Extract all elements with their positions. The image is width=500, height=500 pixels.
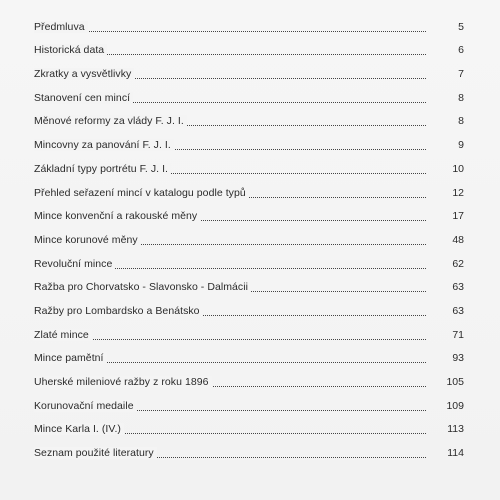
dot-leader	[34, 31, 426, 32]
toc-entry	[34, 298, 464, 322]
toc-entry	[34, 38, 464, 62]
toc-entry	[34, 369, 464, 393]
toc-entry-title: Revoluční mince	[34, 258, 115, 270]
toc-entry-page: 63	[452, 304, 464, 317]
toc-entry-page: 5	[458, 20, 464, 33]
toc-entry	[34, 132, 464, 156]
toc-entry-title: Ražby pro Lombardsko a Benátsko	[34, 305, 203, 317]
toc-entry-page: 6	[458, 44, 464, 57]
toc-entry	[34, 346, 464, 370]
toc-entry-page: 8	[458, 115, 464, 128]
toc-entry-page: 7	[458, 68, 464, 81]
toc-entry	[34, 204, 464, 228]
toc-entry-page: 93	[452, 352, 464, 365]
toc-entry-page: 63	[452, 281, 464, 294]
toc-entry-title: Mince konvenční a rakouské měny	[34, 210, 200, 222]
toc-entry	[34, 251, 464, 275]
toc-entry	[34, 227, 464, 251]
toc-entry-title: Ražba pro Chorvatsko - Slavonsko - Dalmácii	[34, 281, 251, 293]
toc-entry-page: 114	[447, 447, 464, 460]
table-of-contents	[34, 14, 464, 464]
toc-entry	[34, 85, 464, 109]
toc-entry	[34, 14, 464, 38]
toc-entry-page: 8	[458, 91, 464, 104]
toc-entry-page: 113	[447, 423, 464, 436]
toc-entry	[34, 393, 464, 417]
toc-entry-page: 71	[452, 328, 464, 341]
toc-entry	[34, 322, 464, 346]
toc-entry-title: Mince korunové měny	[34, 234, 141, 246]
toc-entry-title: Měnové reformy za vlády F. J. I.	[34, 115, 187, 127]
toc-entry-page: 62	[452, 257, 464, 270]
toc-entry	[34, 61, 464, 85]
toc-entry	[34, 417, 464, 441]
toc-entry-title: Mince pamětní	[34, 352, 107, 364]
toc-entry-title: Mince Karla I. (IV.)	[34, 423, 124, 435]
toc-entry	[34, 275, 464, 299]
toc-entry-title: Mincovny za panování F. J. I.	[34, 139, 174, 151]
dot-leader	[34, 339, 426, 340]
toc-entry	[34, 180, 464, 204]
toc-entry	[34, 440, 464, 464]
toc-entry-title: Zkratky a vysvětlivky	[34, 68, 134, 80]
toc-entry-page: 17	[452, 210, 464, 223]
toc-entry-title: Zlaté mince	[34, 329, 92, 341]
toc-entry-title: Seznam použité literatury	[34, 447, 157, 459]
toc-entry-title: Korunovační medaile	[34, 400, 137, 412]
toc-entry-title: Uherské mileniové ražby z roku 1896	[34, 376, 212, 388]
toc-entry-page: 105	[446, 376, 464, 388]
toc-entry-page: 109	[446, 399, 464, 412]
toc-entry-page: 10	[452, 162, 464, 175]
toc-entry-title: Základní typy portrétu F. J. I.	[34, 163, 171, 175]
toc-entry-page: 12	[452, 186, 464, 199]
toc-entry-title: Předmluva	[34, 21, 88, 33]
toc-entry	[34, 156, 464, 180]
toc-entry-title: Stanovení cen mincí	[34, 92, 133, 104]
toc-entry-page: 48	[452, 233, 464, 246]
toc-entry-title: Historická data	[34, 44, 107, 56]
toc-entry-title: Přehled seřazení mincí v katalogu podle typů	[34, 187, 249, 199]
toc-entry-page: 9	[458, 139, 464, 152]
toc-entry	[34, 109, 464, 133]
